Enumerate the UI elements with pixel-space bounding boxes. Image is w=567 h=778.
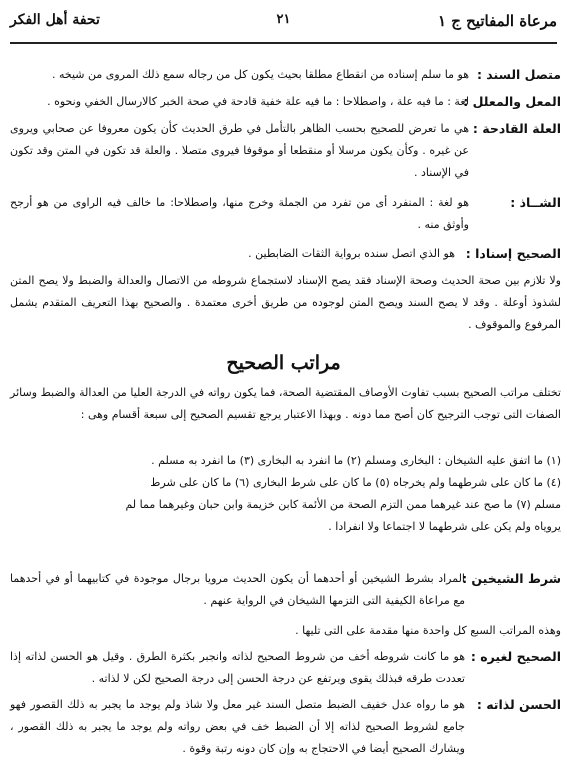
entry-term: شرط الشيخين : (462, 571, 561, 586)
list-item: (١) ما اتفق عليه الشيخان : البخارى ومسلم (٢) ما انفرد به البخارى (٣) ما انفرد به مسلم . (151, 454, 561, 467)
entry-term: العلة القادحة : (472, 121, 561, 136)
entry-definition: هو ما سلم إسناده من انقطاع مطلقا بحيث يكون كل من رجاله سمع ذلك المروى من شيخه . (51, 68, 469, 81)
entry-hasan-lidhatih (10, 694, 561, 760)
list-item: مسلم (٧) ما صح عند غيرهما ممن التزم الصحة من الأئمة كابن خزيمة وابن حبان وغيرهما مما لم (125, 498, 561, 511)
page-number: ٢١ (276, 12, 291, 27)
entry-term: الصحيح إسنادا : (465, 246, 561, 261)
section-heading: مراتب الصحيح (226, 352, 341, 374)
entry-definition: هي ما تعرض للصحيح بحسب الظاهر بالتأمل في طرق الحديث كأن يكون معروفا عن صحابي ويروى عن غيره . وكأن يكون مرسلا أو منقطعا أو موقوفا فيروى متصلا . والعلة قد تكون في المتن وقد تكون في الإسناد . (10, 122, 469, 179)
entry-definition: المراد بشرط الشيخين أو أحدهما أن يكون الحديث مرويا برجال موجودة في كتابيهما أو في أحدهما مع مراعاة الكيفية التى التزمها الشيخان في الرواية عنهم . (10, 572, 465, 607)
entry-term: الحسن لذاته : (476, 697, 561, 712)
entry-definition: هو لغة : المنفرد أى من تفرد من الجملة وخرج منها، واصطلاحا: ما خالف فيه الراوى من هو أرجح وأوثق منه . (10, 196, 469, 231)
entry-definition: لغة : ما فيه علة ، واصطلاحا : ما فيه علة خفية قادحة في صحة الخبر كالارسال الخفي ونحوه . (47, 95, 469, 108)
entry-term: متصل السند : (476, 67, 561, 82)
header-rule (10, 42, 557, 44)
running-title-left: تحفة أهل الفكر (10, 12, 100, 28)
entry-term: الشــاذ : (510, 195, 561, 210)
page-header (10, 4, 557, 34)
paragraph-note: وهذه المراتب السبع كل واحدة منها مقدمة على التى تليها . (295, 624, 561, 637)
list-item: (٤) ما كان على شرطهما ولم يخرجاه (٥) ما كان على شرط البخارى (٦) ما كان على شرط (150, 476, 561, 489)
entry-sahih-isnad (10, 243, 561, 265)
list-item: يروياه ولم يكن على شرطهما لا اجتماعا ولا انفرادا . (328, 520, 561, 533)
entry-term: الصحيح لغيره : (470, 649, 561, 664)
entry-definition: هو ما رواه عدل خفيف الضبط متصل السند غير معل ولا شاذ ولم يوجد ما يجبر به ذلك القصور فهو جامع لشروط الصحيح لذاته إلا أن الضبط خف في بعض رواته ولم يوجد ما يجبر به ذلك القصور ، ويشارك الصحيح أيضا في الاحتجاج به وإن كان دونه رتبة وقوة . (10, 698, 465, 755)
paragraph-continuation: ولا تلازم بين صحة الحديث وصحة الإسناد فقد يصح الإسناد لاستجماع شروطه من الاتصال والعدالة والضبط ولا يصح المتن لشذوذ أوعلة . وقد لا يصح السند ويصح المتن لوجوده من طريق أخرى معتمدة . والصحيح بهذا التعريف المتقدم يشمل المرفوع والموقوف . (10, 274, 561, 331)
entry-shart-shaykhayn (10, 568, 561, 612)
ranks-list (10, 450, 561, 538)
entry-definition: هو الذي اتصل سنده برواية الثقات الضابطين . (248, 247, 455, 260)
entry-sahih-lighayrih (10, 646, 561, 690)
entry-muallal (10, 91, 561, 113)
entry-muttasil (10, 64, 561, 86)
entry-illa (10, 118, 561, 184)
entry-term: المعل والمعلل : (463, 94, 561, 109)
intro-paragraph: تختلف مراتب الصحيح بسبب تفاوت الأوصاف المقتضية الصحة، فما يكون رواته في الدرجة العليا من العدالة والضبط وسائر الصفات التى توجب الترجيح كان أصح مما دونه . وبهذا الاعتبار يرجع تقسيم الصحيح إلى سبعة أقسام وهى : (10, 386, 561, 421)
entry-shadh (10, 192, 561, 236)
entry-definition: هو ما كانت شروطه أخف من شروط الصحيح لذاته وانجبر بكثرة الطرق . وقيل هو الحسن لذاته إذا تعددت طرقه فبذلك يقوى ويرتفع عن درجة الحسن إلى درجة الصحيح لكن لا لذاته . (10, 650, 465, 685)
running-title-right: مرعاة المفاتيح ج ١ (437, 12, 557, 30)
